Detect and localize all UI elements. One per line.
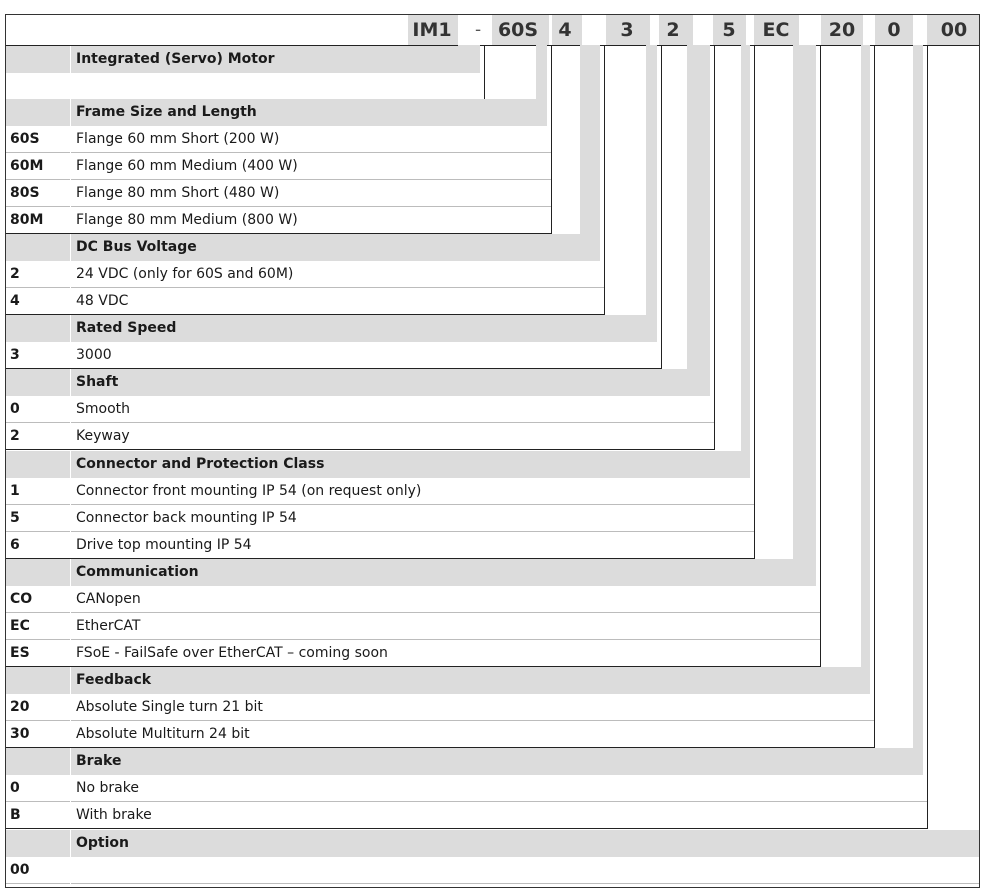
option-description: Drive top mounting IP 54 [76,537,252,553]
section-title: Feedback [76,672,152,688]
section-title: Connector and Protection Class [76,456,325,472]
option-description: No brake [76,780,139,796]
section-drop-line [820,45,821,667]
option-description: With brake [76,807,152,823]
option-description: 48 VDC [76,293,129,309]
option-code: 00 [10,862,30,878]
code-column-divider [70,234,71,315]
header-column-strip [580,45,600,261]
option-code: 2 [10,428,20,444]
option-code: 60M [10,158,44,174]
section-title: Frame Size and Length [76,104,257,120]
section-drop-line [661,45,662,369]
header-code-6: 5 [722,19,736,41]
header-column-strip [861,45,870,694]
section-title-bar [6,830,980,857]
section-title: Communication [76,564,199,580]
section-title: DC Bus Voltage [76,239,197,255]
option-code: 1 [10,483,20,499]
section-title-bar [6,748,913,775]
section-title: Rated Speed [76,320,177,336]
section-drop-line [484,45,485,100]
option-description: Flange 60 mm Short (200 W) [76,131,280,147]
header-code-5: 2 [666,19,680,41]
option-description: Flange 60 mm Medium (400 W) [76,158,298,174]
option-description: Connector back mounting IP 54 [76,510,297,526]
option-description: Absolute Single turn 21 bit [76,699,263,715]
blank-row [6,73,70,100]
code-column-divider [70,99,71,234]
code-column-divider [70,559,71,667]
code-column-divider [70,830,71,884]
option-code: 20 [10,699,30,715]
section-drop-line [874,45,875,748]
header-column-strip [646,45,657,342]
option-description: Smooth [76,401,131,417]
option-code: 80S [10,185,40,201]
option-code: ES [10,645,30,661]
code-column-divider [70,667,71,748]
header-column-strip [741,45,750,478]
option-description: EtherCAT [76,618,141,634]
option-description: Flange 80 mm Medium (800 W) [76,212,298,228]
option-code: 0 [10,780,20,796]
section-drop-line [551,45,552,234]
option-description: Connector front mounting IP 54 (on request only) [76,483,422,499]
section-title: Integrated (Servo) Motor [76,51,275,67]
type-code-table [5,14,980,888]
option-description: FSoE - FailSafe over EtherCAT – coming soon [76,645,388,661]
section-closing-line [6,828,928,829]
option-description: 24 VDC (only for 60S and 60M) [76,266,294,282]
top-label-fragment [2,0,162,5]
code-column-divider [70,46,71,100]
header-code-10: 00 [940,19,968,41]
option-description: Flange 80 mm Short (480 W) [76,185,280,201]
section-title: Option [76,835,129,851]
section-drop-line [927,45,928,829]
header-code-3: 4 [558,19,572,41]
section-title: Brake [76,753,122,769]
option-code: CO [10,591,33,607]
section-closing-line [6,449,715,450]
option-description: CANopen [76,591,141,607]
option-code: B [10,807,21,823]
option-code: 80M [10,212,44,228]
header-code-0: IM1 [412,19,452,41]
row-separator [6,883,980,884]
option-code: 4 [10,293,20,309]
option-code: 2 [10,266,20,282]
header-column-strip [458,45,480,73]
option-description: 3000 [76,347,112,363]
option-code: EC [10,618,30,634]
option-code: 0 [10,401,20,417]
option-description: Absolute Multiturn 24 bit [76,726,250,742]
header-code-9: 0 [887,19,901,41]
option-description: Keyway [76,428,130,444]
header-code-8: 20 [828,19,856,41]
option-code: 6 [10,537,20,553]
option-code: 5 [10,510,20,526]
code-column-divider [70,315,71,369]
option-code: 30 [10,726,30,742]
option-code: 3 [10,347,20,363]
header-column-strip [913,45,923,775]
section-drop-line [604,45,605,315]
header-code-2: 60S [497,19,539,41]
option-code: 60S [10,131,40,147]
section-title: Shaft [76,374,119,390]
section-drop-line [754,45,755,559]
header-code-4: 3 [620,19,634,41]
header-column-strip [687,45,710,396]
code-column-divider [70,369,71,450]
header-code-7: EC [762,19,790,41]
header-separator: - [475,20,482,40]
code-column-divider [70,748,71,829]
code-column-divider [70,451,71,559]
section-drop-line [714,45,715,450]
header-column-strip [793,45,816,586]
header-column-strip [536,45,547,126]
